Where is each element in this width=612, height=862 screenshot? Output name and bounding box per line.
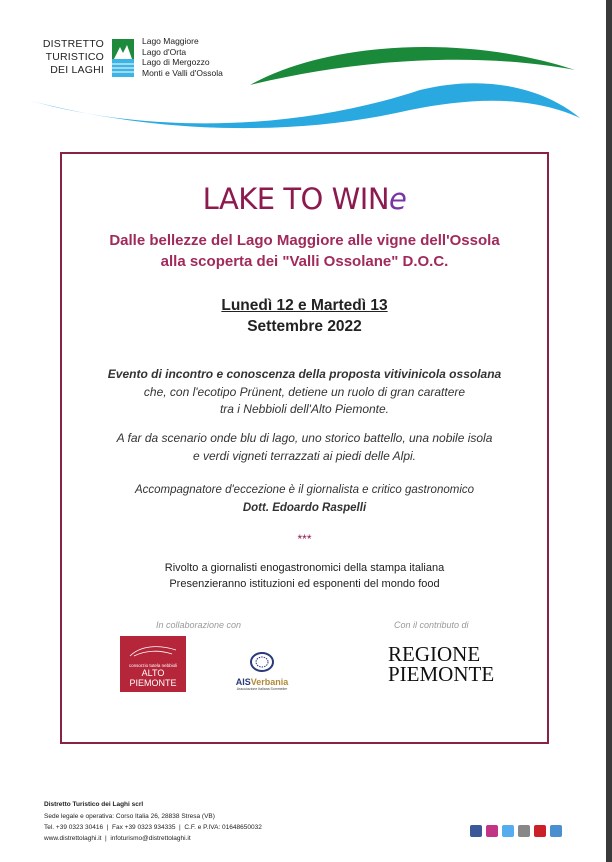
audience-text bbox=[62, 560, 547, 592]
regione-line: REGIONE bbox=[388, 642, 481, 666]
para-line: A far da scenario onde blu di lago, uno storico battello, una nobile isola bbox=[116, 431, 493, 445]
youtube-icon[interactable] bbox=[518, 825, 530, 837]
audience-line: Rivolto a giornalisti enogastronomici della stampa italiana bbox=[164, 562, 445, 574]
event-title bbox=[62, 182, 547, 216]
contrib-label: Con il contributo di bbox=[394, 620, 469, 630]
collab-label: In collaborazione con bbox=[156, 620, 242, 630]
lake-item: Lago d'Orta bbox=[142, 46, 187, 57]
twitter-icon[interactable] bbox=[502, 825, 514, 837]
regione-line: PIEMONTE bbox=[388, 662, 495, 686]
date-days: Lunedì 12 e Martedì 13 bbox=[221, 297, 388, 314]
footer-web[interactable]: www.distrettolaghi.it | infoturismo@distrettolaghi.it bbox=[44, 835, 191, 842]
footer-address: Sede legale e operativa: Corso Italia 26, 28838 Stresa (VB) bbox=[44, 813, 215, 820]
event-card bbox=[60, 152, 549, 744]
lake-item: Monti e Valli d'Ossola bbox=[142, 67, 223, 78]
pinterest-icon[interactable] bbox=[534, 825, 546, 837]
footer-contacts: Tel. +39 0323 30416 | Fax +39 0323 934335 | C.F. e P.IVA: 01648650032 bbox=[44, 824, 262, 831]
header-waves bbox=[0, 40, 612, 130]
org-name-line: TURISTICO bbox=[45, 51, 104, 63]
description-para-2 bbox=[62, 430, 547, 465]
subtitle-line: Dalle bellezze del Lago Maggiore alle vigne dell'Ossola bbox=[109, 232, 500, 249]
para-line: Accompagnatore d'eccezione è il giornalista e critico gastronomico bbox=[134, 484, 475, 496]
lake-item: Lago Maggiore bbox=[142, 36, 199, 46]
alto-piemonte-logo bbox=[120, 636, 186, 692]
event-subtitle bbox=[62, 230, 547, 272]
para-line: che, con l'ecotipo Prünent, detiene un ruolo di gran carattere bbox=[143, 384, 466, 399]
event-date bbox=[62, 295, 547, 337]
tripadvisor-icon[interactable] bbox=[550, 825, 562, 837]
para-line: tra i Nebbioli dell'Alto Piemonte. bbox=[219, 402, 390, 416]
footer-company: Distretto Turistico dei Laghi scrl bbox=[44, 801, 144, 808]
guest-intro bbox=[62, 482, 547, 517]
instagram-icon[interactable] bbox=[486, 825, 498, 837]
social-links bbox=[470, 825, 562, 837]
org-name-line: DEI LAGHI bbox=[50, 64, 104, 76]
date-month: Settembre 2022 bbox=[247, 318, 362, 335]
audience-line: Presenzieranno istituzioni ed esponenti del mondo food bbox=[169, 578, 440, 590]
ais-name-a: AIS bbox=[235, 677, 251, 687]
lake-item: Lago di Mergozzo bbox=[142, 57, 210, 67]
subtitle-line: alla scoperta dei "Valli Ossolane" D.O.C. bbox=[160, 253, 449, 270]
separator: *** bbox=[297, 532, 312, 546]
title-accent: e bbox=[389, 182, 407, 216]
ais-logo bbox=[234, 650, 290, 691]
para-line: Evento di incontro e conoscenza della proposta vitivinicola ossolana bbox=[107, 367, 502, 381]
para-line: e verdi vigneti terrazzati ai piedi delle Alpi. bbox=[192, 448, 416, 463]
regione-piemonte-logo bbox=[388, 644, 494, 684]
alto-big: ALTO PIEMONTE bbox=[129, 668, 177, 688]
org-name-line: DISTRETTO bbox=[42, 38, 104, 50]
guest-name: Dott. Edoardo Raspelli bbox=[242, 501, 367, 514]
ais-emblem-icon bbox=[247, 650, 277, 672]
title-main: LAKE TO WIN bbox=[202, 182, 390, 216]
alto-small: consorzio tutela nebbioli bbox=[128, 663, 178, 668]
ais-name-b: Verbania bbox=[250, 677, 289, 687]
facebook-icon[interactable] bbox=[470, 825, 482, 837]
ais-tagline: Associazione Italiana Sommelier bbox=[236, 687, 288, 691]
hills-icon bbox=[128, 642, 178, 658]
description-para-1 bbox=[62, 366, 547, 419]
